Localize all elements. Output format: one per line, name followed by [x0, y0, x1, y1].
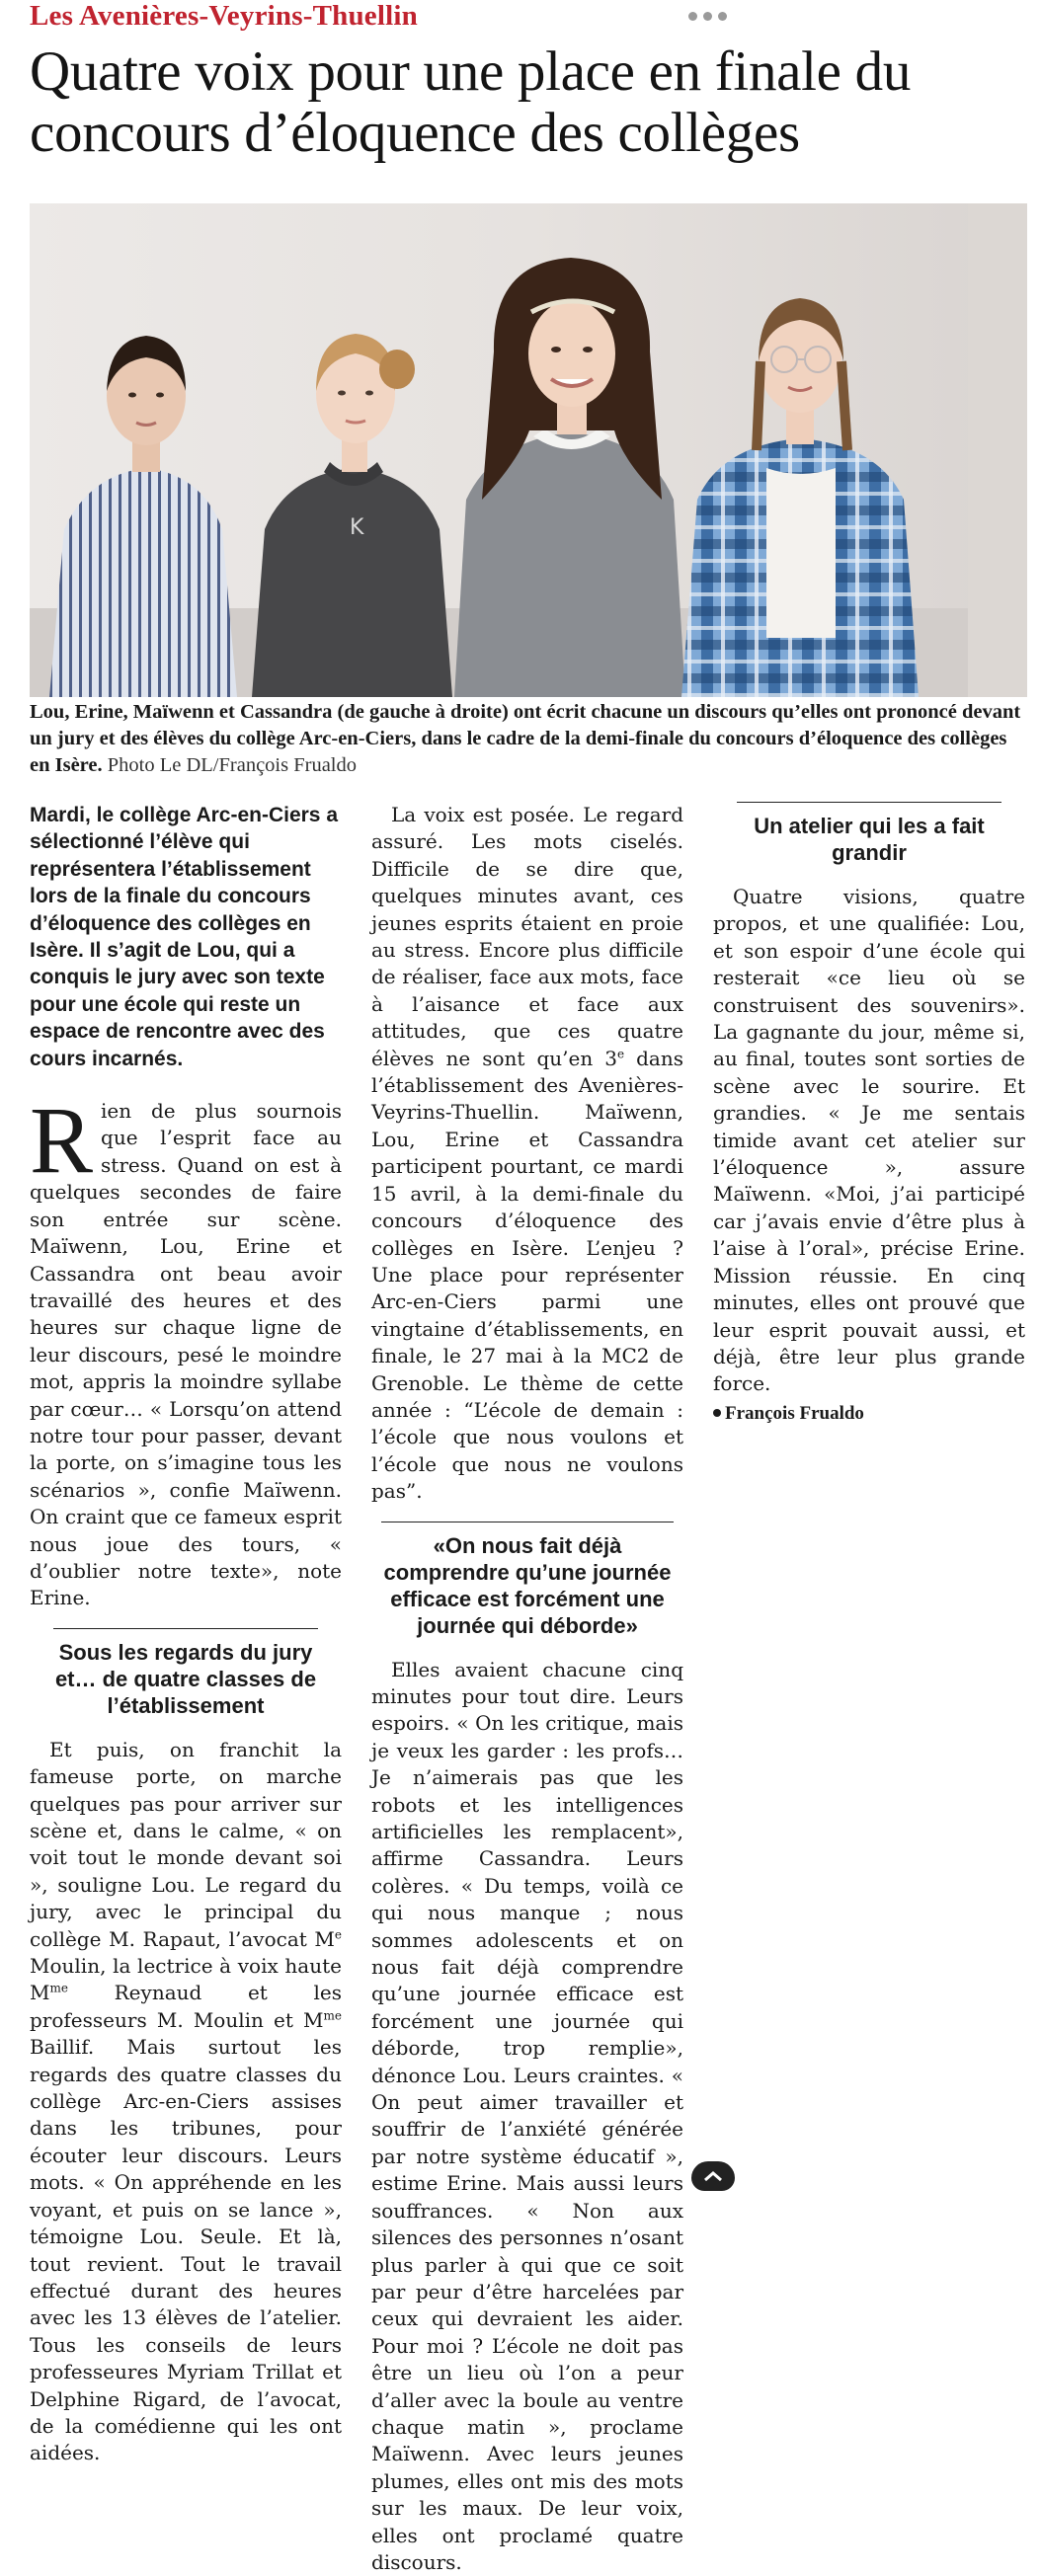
- article-paragraph-1: Rien de plus sournois que l’esprit face au stress. Quand on est à quelques secondes de faire son entrée sur scène. Maïwenn, Lou, Erine et Cassandra ont beau avoir travaillé des heures et des heures sur chaque ligne de leur discours, pesé le moindre mot, appris la moindre syllabe par cœur… « Lorsqu’on attend notre tour pour passer, devant la porte, on s’imagine tous les scénarios », confie Maïwenn. On craint que ce fameux esprit nous joue des tours, « d’oublier notre texte», note Erine.: [30, 1087, 342, 1610]
- caption-text: Lou, Erine, Maïwenn et Cassandra (de gauche à droite) ont écrit chacune un discours qu’elles ont prononcé devant un jury et des élèves du collège Arc-en-Ciers, dans le cadre de la demi-finale du concours d’éloquence des collèges en Isère.: [30, 701, 1021, 776]
- article-photo: [30, 203, 1027, 697]
- article-column-2: [371, 802, 683, 2576]
- article-headline: Quatre voix pour une place en finale du concours d’éloquence des collèges: [30, 40, 912, 164]
- article-paragraph-4: Elles avaient chacune cinq minutes pour tout dire. Leurs espoirs. « On les critique, mais je veux les garder : les profs… Je n’aimerais pas que les robots et les intelligences artificielles les remplacent», affirme Cassandra. Leurs colères. « Du temps, voilà ce qui nous manque ; nous sommes adolescents et on nous fait déjà comprendre qu’une journée efficace est forcément une journée qui déborde, trop remplie», dénonce Lou. Leurs craintes. « On peut aimer travailler et souffrir de l’anxiété générée par notre système éducatif », estime Erine. Mais aussi leurs souffrances. « Non aux silences des personnes n’osant plus parler à qui que ce soit par peur d’être harcelées par ceux qui devraient les aider. Pour moi ? L’école ne doit pas être un lieu où l’on a peur d’aller avec la boule au ventre chaque matin », proclame Maïwenn. Avec leurs jeunes plumes, elles ont mis des mots sur les maux. De leur voix, elles ont proclamé quatre discours.: [371, 1657, 683, 2574]
- article-kicker[interactable]: Les Avenières-Veyrins-Thuellin: [30, 0, 418, 32]
- article-column-1: [30, 802, 342, 2467]
- more-dots-icon[interactable]: [688, 12, 727, 21]
- byline-author: François Frualdo: [725, 1402, 864, 1424]
- pull-quote: «On nous fait déjà comprendre qu’une journée efficace est forcément une journée qui déborde»: [381, 1522, 674, 1639]
- photo-credit: Photo Le DL/François Frualdo: [107, 754, 358, 776]
- byline: [713, 1400, 1025, 1427]
- drop-cap: R: [30, 1087, 94, 1194]
- article-lede: Mardi, le collège Arc-en-Ciers a sélectionné l’élève qui représentera l’établissement lors de la finale du concours d’éloquence des collèges en Isère. Il s’agit de Lou, qui a conquis le jury avec son texte pour une école qui reste un espace de rencontre avec des cours incarnés.: [30, 804, 338, 1070]
- article-column-3: [713, 802, 1025, 1427]
- byline-bullet-icon: [713, 1409, 721, 1417]
- subheading-2: Un atelier qui les a fait grandir: [737, 802, 1001, 866]
- photo-caption: [30, 699, 1027, 779]
- article-paragraph-3: La voix est posée. Le regard assuré. Les mots ciselés. Difficile de se dire que, quelques minutes avant, ces jeunes esprits étaient en proie au stress. Encore plus difficile de réaliser, face aux mots, face à l’aisance et face aux attitudes, que ces quatre élèves ne sont qu’en 3e dans l’établissement des Avenières-Veyrins-Thuellin. Maïwenn, Lou, Erine et Cassandra participent pourtant, ce mardi 15 avril, à la demi-finale du concours d’éloquence des collèges en Isère. L’enjeu ? Une place pour représenter Arc-en-Ciers parmi une vingtaine d’établissements, en finale, le 27 mai à la MC2 de Grenoble. Le thème de cette année : “L’école de demain : l’école que nous voulons et l’école que nous ne voulons pas”.: [371, 803, 683, 1504]
- article-paragraph-2: Et puis, on franchit la fameuse porte, on marche quelques pas pour arriver sur scène et, dans le calme, « on voit tout le monde devant soi », souligne Lou. Le regard du jury, avec le principal du collège M. Rapaut, l’avocat Me Moulin, la lectrice à voix haute $M^{me}$ Reynaud et les professeurs M. Moulin et $M^{me}$ Baillif. Mais surtout les regards des quatre classes du collège Arc-en-Ciers assises dans les tribunes, pour écouter leur discours. Leurs mots. « On appréhende en les voyant, et puis on se lance », témoigne Lou. Seule. Et là, tout revient. Tout le travail effectué durant des heures avec les 13 élèves de l’atelier. Tous les conseils de leurs professeures Myriam Trillat et Delphine Rigard, de l’avocat, de la comédienne qui les ont aidées.: [30, 1737, 342, 2465]
- article-paragraph-5: Quatre visions, quatre propos, et une qualifiée: Lou, et son espoir d’une école qui resterait «ce lieu où se construisent des souvenirs». La gagnante du jour, même si, au final, toutes sont sorties de scène avec le sourire. Et grandies. « Je me sentais timide avant cet atelier sur l’éloquence », assure Maïwenn. «Moi, j’ai participé car j’avais envie d’être plus à l’aise à l’oral», précise Erine. Mission réussie. En cinq minutes, elles ont prouvé que leur esprit pouvait aussi, et déjà, être leur plus grande force.: [713, 885, 1025, 1396]
- subheading-1: Sous les regards du jury et… de quatre classes de l’établissement: [53, 1628, 318, 1719]
- svg-text:K: K: [350, 515, 364, 540]
